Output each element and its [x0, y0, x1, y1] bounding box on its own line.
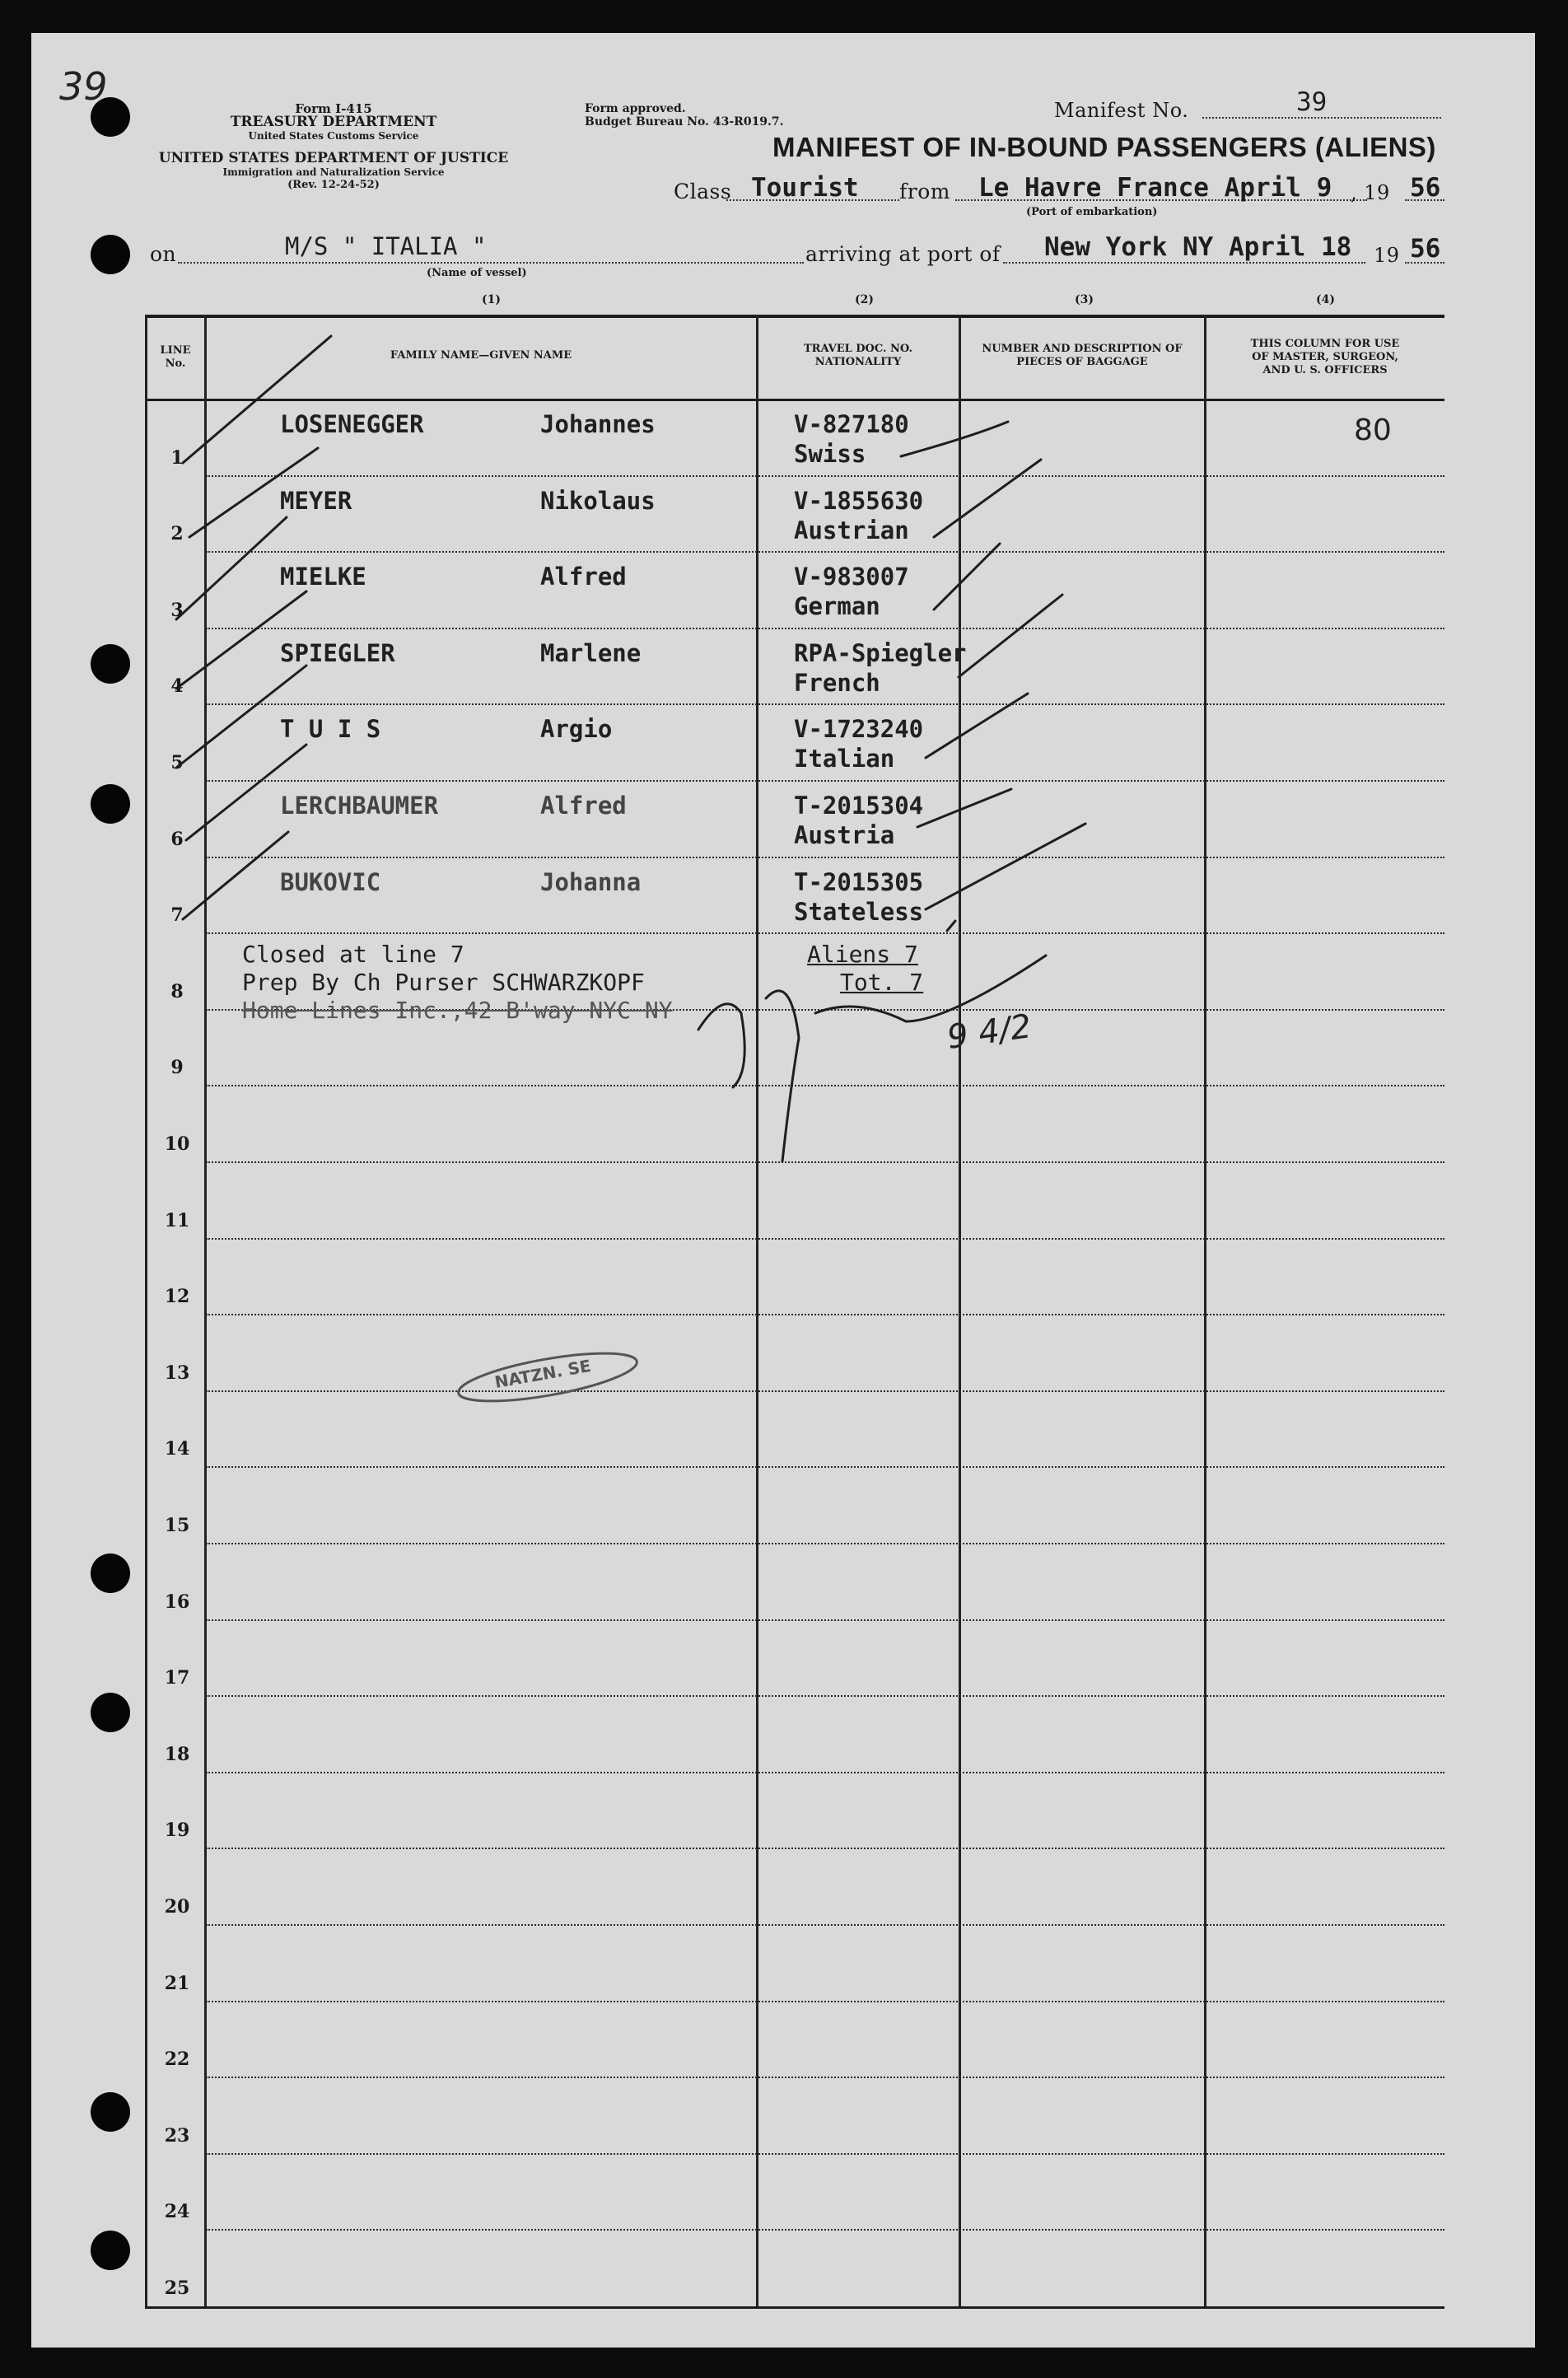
- line-number: 9: [170, 1057, 184, 1079]
- col2-number: (2): [855, 293, 874, 306]
- line-number: 25: [164, 2278, 190, 2299]
- passenger-given: Alfred: [540, 563, 627, 591]
- header-line-no: LINE No.: [160, 344, 191, 370]
- col4-number: (4): [1316, 293, 1335, 306]
- arrival-value: New York NY April 18: [1044, 232, 1352, 262]
- line-number: 22: [164, 2049, 190, 2071]
- table-left-border: [145, 315, 147, 2308]
- binder-hole: [91, 1693, 130, 1732]
- line-number: 24: [164, 2201, 190, 2223]
- passenger-nationality: German: [794, 592, 880, 621]
- binder-hole: [91, 784, 130, 824]
- arrival-year-prefix: 19: [1374, 244, 1400, 267]
- page-number-annotation: 39: [59, 64, 108, 109]
- header-family-name: FAMILY NAME—GIVEN NAME: [390, 349, 572, 362]
- from-value: Le Havre France April 9: [978, 173, 1332, 203]
- passenger-family: LERCHBAUMER: [280, 792, 439, 820]
- line-number: 11: [164, 1209, 190, 1231]
- passenger-given: Alfred: [540, 792, 627, 820]
- revision-date: (Rev. 12-24-52): [287, 179, 380, 191]
- line-number: 18: [164, 1743, 190, 1765]
- line-number: 16: [164, 1591, 190, 1613]
- passenger-doc: V-1855630: [794, 486, 924, 515]
- on-label: on: [150, 242, 177, 266]
- row-rule: [206, 857, 1444, 858]
- treasury-department: TREASURY DEPARTMENT: [230, 114, 437, 130]
- class-value: Tourist: [751, 173, 859, 203]
- passenger-nationality: Italian: [794, 745, 895, 773]
- row-rule: [206, 1085, 1444, 1086]
- manifest-number-label: Manifest No.: [1054, 99, 1189, 122]
- table-header-bottom: [145, 399, 1444, 401]
- passenger-nationality: Stateless: [794, 897, 924, 926]
- row-rule: [206, 1466, 1444, 1468]
- ins-service: Immigration and Naturalization Service: [222, 166, 445, 178]
- table-divider-baggage: [1204, 315, 1206, 2308]
- vessel-name: M/S " ITALIA ": [285, 232, 487, 260]
- passenger-family: MEYER: [280, 486, 352, 515]
- binder-hole: [91, 235, 130, 274]
- passenger-doc: V-827180: [794, 410, 909, 438]
- justice-department: UNITED STATES DEPARTMENT OF JUSTICE: [158, 150, 509, 166]
- passenger-family: T U I S: [280, 715, 381, 744]
- passenger-nationality: Austria: [794, 821, 895, 849]
- line-number: 20: [164, 1896, 190, 1918]
- line-number: 12: [164, 1286, 190, 1308]
- binder-hole: [91, 1553, 130, 1593]
- passenger-family: MIELKE: [280, 563, 366, 591]
- row-rule: [206, 780, 1444, 782]
- customs-service: United States Customs Service: [248, 130, 419, 142]
- header-officers: THIS COLUMN FOR USE OF MASTER, SURGEON, AND U. S. OFFICERS: [1250, 338, 1400, 376]
- passenger-doc: T-2015304: [794, 792, 924, 820]
- port-embarkation-note: (Port of embarkation): [1026, 206, 1158, 218]
- table-divider-doc: [959, 315, 961, 2308]
- passenger-given: Argio: [540, 715, 613, 744]
- line-number: 13: [164, 1362, 190, 1384]
- passenger-given: Johanna: [540, 867, 642, 896]
- row-rule: [206, 475, 1444, 477]
- row-rule: [206, 1848, 1444, 1849]
- passenger-doc: T-2015305: [794, 867, 924, 896]
- line-number: 14: [164, 1438, 190, 1460]
- row-rule: [206, 1695, 1444, 1697]
- manifest-number: 39: [1296, 87, 1328, 117]
- manifest-number-line: [1202, 117, 1441, 119]
- total-count: Tot. 7: [840, 969, 924, 996]
- table-divider-line: [204, 315, 207, 2308]
- line-number: 2: [170, 523, 184, 545]
- binder-hole: [91, 2092, 130, 2132]
- line-number: 10: [164, 1133, 190, 1155]
- from-label: from: [899, 180, 950, 203]
- from-year-prefix: , 19: [1351, 181, 1390, 204]
- passenger-nationality: Austrian: [794, 516, 909, 544]
- passenger-given: Nikolaus: [540, 486, 656, 515]
- row-rule: [206, 628, 1444, 629]
- passenger-doc: V-1723240: [794, 715, 924, 744]
- line-number: 6: [170, 828, 184, 850]
- passenger-doc: V-983007: [794, 563, 909, 591]
- row-rule: [206, 2077, 1444, 2078]
- binder-hole: [91, 644, 130, 684]
- passenger-family: BUKOVIC: [280, 867, 381, 896]
- line-number: 8: [170, 980, 184, 1002]
- row-rule: [206, 551, 1444, 553]
- passenger-given: Marlene: [540, 638, 642, 667]
- passenger-nationality: Swiss: [794, 440, 866, 468]
- row-rule: [206, 1161, 1444, 1163]
- table-divider-name: [756, 315, 758, 2308]
- row-rule: [206, 1924, 1444, 1926]
- line-number: 21: [164, 1972, 190, 1994]
- line-number: 4: [170, 675, 184, 698]
- manifest-title: MANIFEST OF IN-BOUND PASSENGERS (ALIENS): [772, 132, 1436, 162]
- row-rule: [206, 2229, 1444, 2231]
- arrival-year: 56: [1410, 234, 1441, 264]
- header-travel-doc: TRAVEL DOC. NO. NATIONALITY: [803, 343, 913, 368]
- class-label: Class: [674, 180, 732, 203]
- closed-at-line: Closed at line 7: [242, 941, 464, 968]
- line-number: 5: [170, 752, 184, 773]
- line-number: 19: [164, 1820, 190, 1842]
- row-rule: [206, 1238, 1444, 1240]
- row-rule: [206, 1619, 1444, 1621]
- header-baggage: NUMBER AND DESCRIPTION OF PIECES OF BAGGAGE: [982, 343, 1183, 368]
- passenger-officer_note: 80: [1354, 413, 1392, 447]
- binder-hole: [91, 2231, 130, 2270]
- passenger-given: Johannes: [540, 410, 656, 438]
- col1-number: (1): [482, 293, 501, 306]
- line-number: 3: [170, 599, 184, 621]
- col3-number: (3): [1075, 293, 1094, 306]
- row-rule: [206, 1543, 1444, 1544]
- vessel-name-note: (Name of vessel): [427, 267, 527, 279]
- line-number: 7: [170, 904, 184, 927]
- table-bottom-border: [145, 2306, 1444, 2309]
- stamp-text: NATZN. SE: [492, 1355, 593, 1393]
- passenger-family: LOSENEGGER: [280, 410, 424, 438]
- row-rule: [206, 2153, 1444, 2155]
- row-rule: [206, 1390, 1444, 1392]
- row-rule: [206, 1772, 1444, 1773]
- budget-bureau: Budget Bureau No. 43-R019.7.: [585, 115, 784, 128]
- arrival-line: [1003, 262, 1365, 264]
- table-top-border: [145, 315, 1444, 318]
- vessel-line: [178, 262, 804, 264]
- form-approved: Form approved.: [585, 102, 686, 115]
- arriving-label: arriving at port of: [805, 242, 1001, 266]
- prepared-by: Prep By Ch Purser SCHWARZKOPF: [242, 969, 645, 996]
- line-number: 15: [164, 1515, 190, 1536]
- line-number: 17: [164, 1667, 190, 1689]
- row-rule: [206, 932, 1444, 934]
- shipping-company: Home Lines Inc.,42 B'way NYC NY: [242, 997, 673, 1024]
- handwritten-fraction: 9 4/2: [945, 1007, 1034, 1057]
- from-year: 56: [1410, 173, 1441, 203]
- passenger-doc: RPA-Spiegler: [794, 638, 967, 667]
- aliens-count: Aliens 7: [807, 941, 918, 968]
- row-rule: [206, 703, 1444, 705]
- line-number: 1: [170, 446, 184, 469]
- form-number: Form I-415: [295, 101, 372, 116]
- passenger-family: SPIEGLER: [280, 638, 395, 667]
- line-number: 23: [164, 2124, 190, 2147]
- passenger-nationality: French: [794, 668, 880, 697]
- row-rule: [206, 2001, 1444, 2002]
- row-rule: [206, 1314, 1444, 1315]
